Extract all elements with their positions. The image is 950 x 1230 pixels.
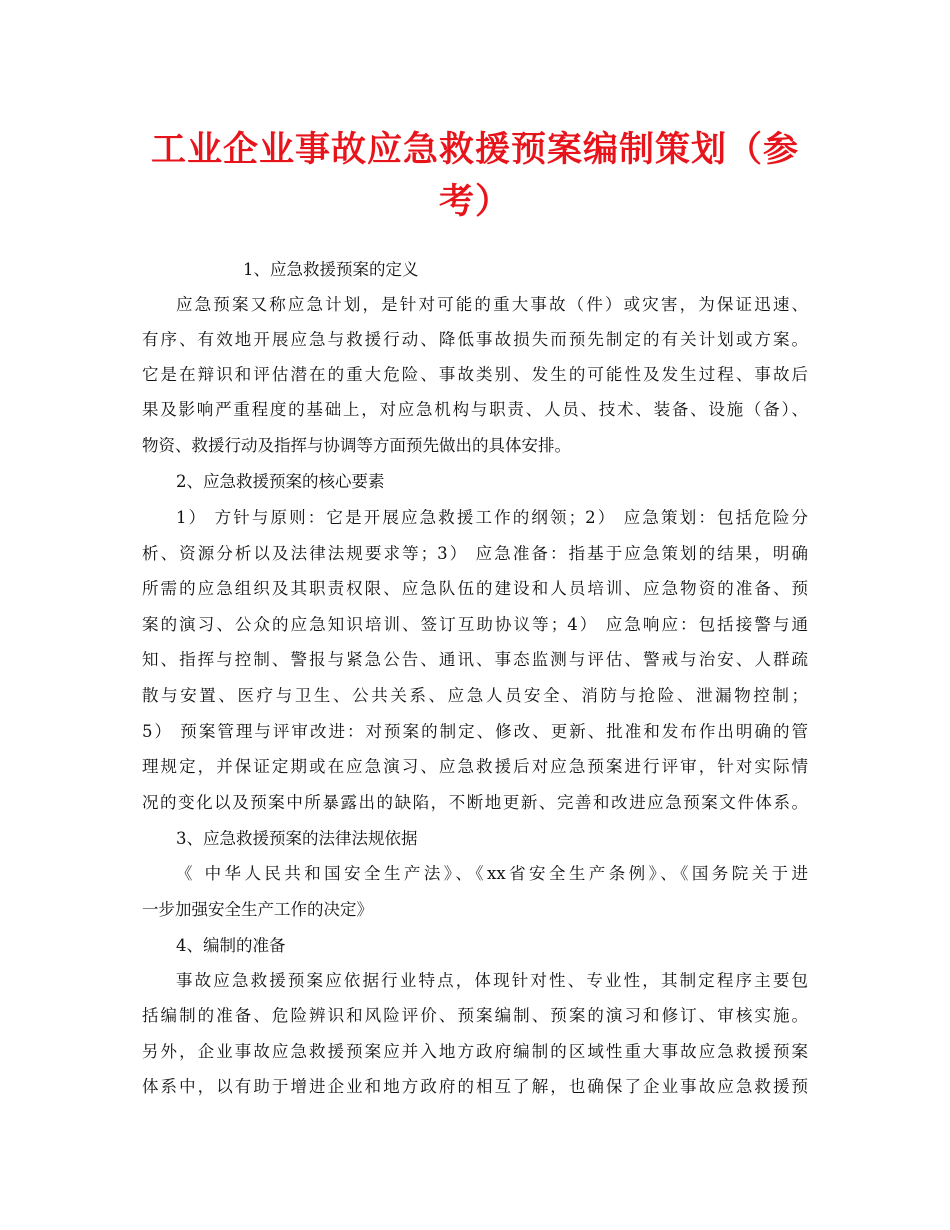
- paragraph-line: 散与安置、医疗与卫生、公共关系、应急人员安全、消防与抢险、泄漏物控制；: [142, 686, 808, 705]
- paragraph-line: 物资、救援行动及指挥与协调等方面预先做出的具体安排。: [142, 436, 571, 455]
- paragraph-line: 另外，企业事故应急救援预案应并入地方政府编制的区域性重大事故应急救援预案: [142, 1042, 808, 1061]
- paragraph-line: 况的变化以及预案中所暴露出的缺陷，不断地更新、完善和改进应急预案文件体系。: [142, 793, 808, 812]
- paragraph-line: 有序、有效地开展应急与救援行动、降低事故损失而预先制定的有关计划或方案。: [142, 330, 808, 349]
- paragraph-line: 知、指挥与控制、警报与紧急公告、通讯、事态监测与评估、警戒与治安、人群疏: [142, 650, 808, 669]
- paragraph-line: 一步加强安全生产工作的决定》: [142, 900, 373, 919]
- section-heading-legal-basis: 3、应急救援预案的法律法规依据: [176, 829, 418, 848]
- paragraph-line: 案的演习、公众的应急知识培训、签订互助协议等；4） 应急响应：包括接警与通: [142, 615, 808, 634]
- paragraph-line: 1） 方针与原则：它是开展应急救援工作的纲领；2） 应急策划：包括危险分: [176, 508, 808, 527]
- paragraph-line: 析、资源分析以及法律法规要求等；3） 应急准备：指基于应急策划的结果，明确: [142, 544, 808, 563]
- paragraph-line: 《 中华人民共和国安全生产法》、《xx省安全生产条例》、《国务院关于进: [176, 864, 808, 883]
- paragraph-line: 括编制的准备、危险辨识和风险评价、预案编制、预案的演习和修订、审核实施。: [142, 1006, 808, 1025]
- title-line-2: 考）: [438, 182, 511, 222]
- paragraph-line: 事故应急救援预案应依据行业特点，体现针对性、专业性，其制定程序主要包: [176, 971, 808, 990]
- document-title: [140, 124, 810, 228]
- paragraph-line: 体系中，以有助于增进企业和地方政府的相互了解，也确保了企业事故应急救援预: [142, 1077, 808, 1096]
- paragraph-line: 5） 预案管理与评审改进：对预案的制定、修改、更新、批准和发布作出明确的管: [142, 722, 808, 741]
- section-heading-definition: 1、应急救援预案的定义: [243, 260, 419, 279]
- paragraph-line: 所需的应急组织及其职责权限、应急队伍的建设和人员培训、应急物资的准备、预: [142, 579, 808, 598]
- title-line-1: 工业企业事故应急救援预案编制策划（参: [150, 130, 799, 170]
- paragraph-line: 它是在辩识和评估潜在的重大危险、事故类别、发生的可能性及发生过程、事故后: [142, 365, 808, 384]
- paragraph-line: 应急预案又称应急计划，是针对可能的重大事故（件）或灾害，为保证迅速、: [176, 295, 808, 314]
- paragraph-line: 理规定，并保证定期或在应急演习、应急救援后对应急预案进行评审，针对实际情: [142, 757, 808, 776]
- paragraph-line: 果及影响严重程度的基础上，对应急机构与职责、人员、技术、装备、设施（备）、: [142, 400, 808, 419]
- section-heading-core-elements: 2、应急救援预案的核心要素: [176, 472, 385, 491]
- section-heading-preparation: 4、编制的准备: [176, 936, 286, 955]
